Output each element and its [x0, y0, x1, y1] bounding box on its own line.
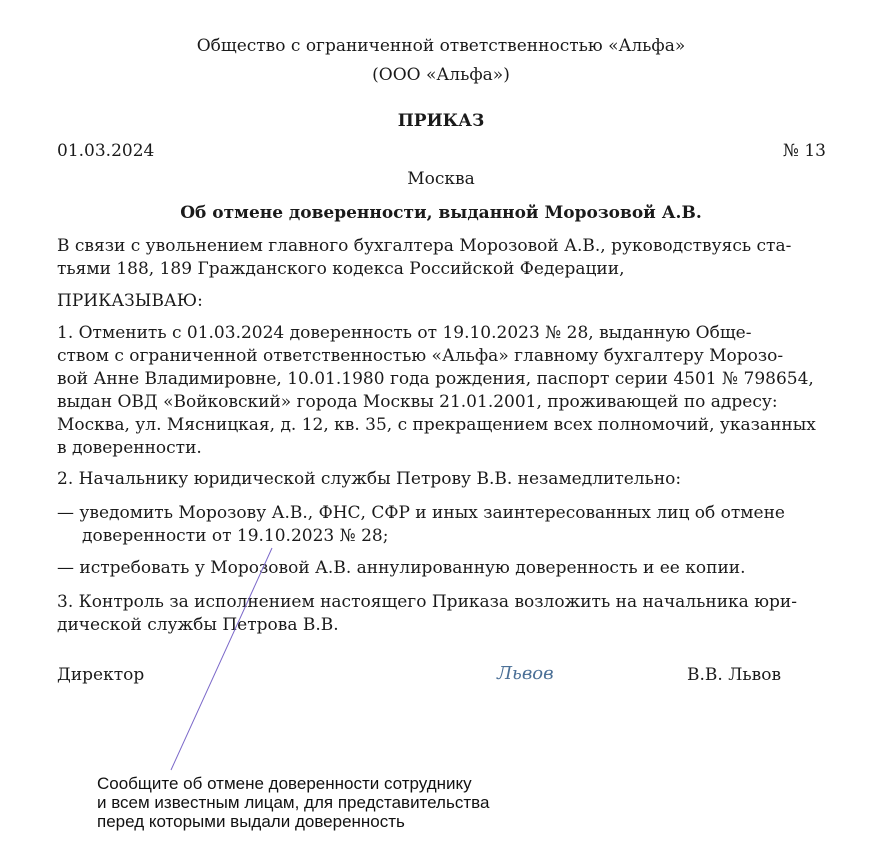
- signer-name: В.В. Львов: [687, 665, 782, 685]
- order-word: ПРИКАЗЫВАЮ:: [57, 291, 203, 311]
- item-1-line: Москва, ул. Мясницкая, д. 12, кв. 35, с прекращением всех полномочий, указанных: [57, 415, 816, 435]
- document-city: Москва: [407, 169, 475, 189]
- document-date: 01.03.2024: [57, 141, 155, 161]
- annotation-line: и всем известным лицам, для представительства: [97, 793, 490, 812]
- item-3-line: 3. Контроль за исполнением настоящего Приказа возложить на начальника юри-: [57, 592, 797, 612]
- item-1-line: вой Анне Владимировне, 10.01.1980 года рождения, паспорт серии 4501 № 798654,: [57, 369, 814, 389]
- org-short-name: (ООО «Альфа»): [372, 65, 510, 85]
- document-number: № 13: [782, 141, 826, 161]
- preamble-line: тьями 188, 189 Гражданского кодекса Российской Федерации,: [57, 259, 625, 279]
- item-1-line: в доверенности.: [57, 438, 202, 458]
- preamble-line: В связи с увольнением главного бухгалтера Морозовой А.В., руководствуясь ста-: [57, 236, 792, 256]
- annotation-line: Сообщите об отмене доверенности сотруднику: [97, 774, 472, 793]
- handwritten-signature: Львов: [497, 663, 554, 684]
- org-full-name: Общество с ограниченной ответственностью «Альфа»: [196, 36, 686, 56]
- bullet-1-line: — уведомить Морозову А.В., ФНС, СФР и иных заинтересованных лиц об отмене: [57, 503, 785, 523]
- annotation-line: перед которыми выдали доверенность: [97, 812, 405, 831]
- item-2-paragraph: 2. Начальнику юридической службы Петрову В.В. незамедлительно:: [57, 469, 682, 489]
- item-1-line: ством с ограниченной ответственностью «Альфа» главному бухгалтеру Морозо-: [57, 346, 784, 366]
- annotation-note: [97, 774, 567, 831]
- document-subject: Об отмене доверенности, выданной Морозовой А.В.: [180, 203, 702, 223]
- item-3-line: дической службы Петрова В.В.: [57, 615, 339, 635]
- item-1-line: выдан ОВД «Войковский» города Москвы 21.01.2001, проживающей по адресу:: [57, 392, 778, 412]
- item-1-line: 1. Отменить с 01.03.2024 доверенность от 19.10.2023 № 28, выданную Обще-: [57, 323, 752, 343]
- bullet-2-paragraph: — истребовать у Морозовой А.В. аннулированную доверенность и ее копии.: [57, 558, 746, 578]
- document-title: ПРИКАЗ: [397, 111, 485, 131]
- signer-position: Директор: [57, 665, 145, 685]
- bullet-1-line: доверенности от 19.10.2023 № 28;: [82, 526, 389, 546]
